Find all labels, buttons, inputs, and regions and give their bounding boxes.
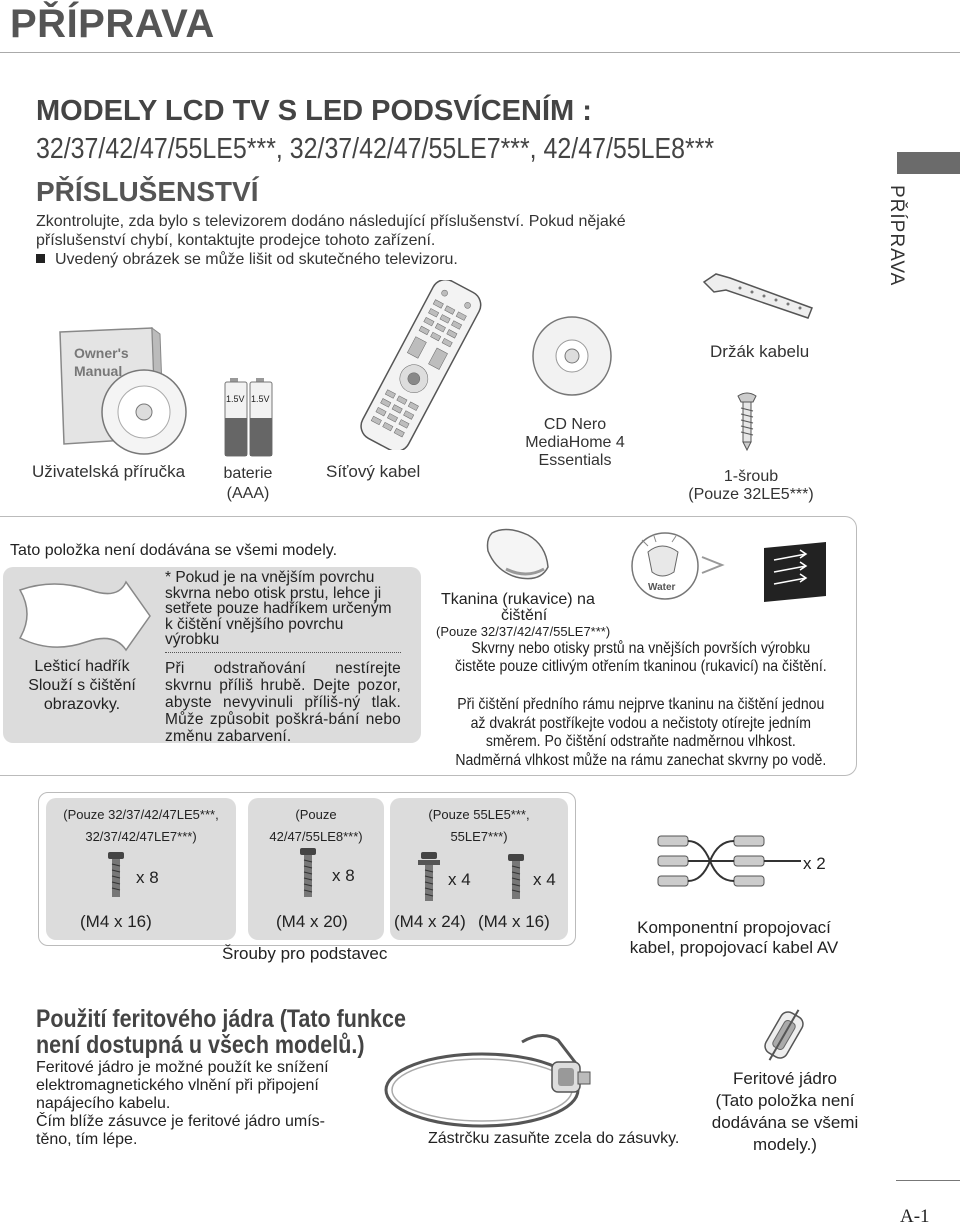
arrow-icon	[700, 555, 726, 575]
side-tab	[885, 185, 925, 305]
ferrite-heading: Použití feritového jádra (Tato funkce není dostupná u všech modelů.)	[36, 1005, 406, 1059]
footer-rule	[896, 1180, 960, 1181]
battery-voltage-1: 1.5V	[226, 394, 245, 404]
water-label: Water	[648, 582, 676, 593]
ferrite-core-illustration	[760, 1006, 808, 1064]
power-cable-ferrite-illustration	[382, 1022, 622, 1132]
remote-label: Síťový kabel	[326, 462, 421, 481]
manual-cover-text: Owner's Manual	[74, 345, 129, 379]
optional-header: Tato položka není dodávána se všemi modely.	[10, 542, 338, 559]
cd-illustration	[530, 314, 614, 398]
models-list: 32/37/42/47/55LE5***, 32/37/42/47/55LE7***, 42/47/55LE8***	[36, 133, 715, 165]
batteries-illustration	[222, 378, 274, 458]
bolt-washer-icon	[418, 852, 440, 902]
cloth-illustration	[14, 576, 154, 654]
glove-illustration	[482, 525, 552, 585]
bolt-icon	[508, 854, 524, 900]
page-number: A-1	[900, 1206, 930, 1227]
screw-box-1-size: (M4 x 16)	[80, 912, 152, 931]
intro-note: Uvedený obrázek se může lišit od skutečného televizoru.	[55, 251, 458, 268]
water-spray-illustration	[628, 532, 702, 600]
batteries-label: baterie (AAA)	[223, 465, 273, 502]
ferrite-core-label: Feritové jádro (Tato položka není dodávána se všemi modely.)	[711, 1069, 859, 1154]
stand-screws-caption: Šrouby pro podstavec	[222, 944, 388, 963]
ferrite-description: Feritové jádro je možné použít ke snížení elektromagnetického vlnění při připojení napájecího kabelu. Čím blíže zásuvce je feritové jádro umís- těno, tím lépe.	[36, 1059, 329, 1148]
glove-title: Tkanina (rukavice) na čištění	[441, 591, 595, 624]
screw-box-3-size-b: (M4 x 16)	[478, 912, 550, 931]
side-tab-marker	[897, 152, 960, 174]
screw-box-2-count: x 8	[332, 866, 355, 885]
component-cable-illustration	[656, 832, 806, 892]
screw-box-1-count: x 8	[136, 868, 159, 887]
screw-box-3-count-a: x 4	[448, 870, 471, 889]
screw-illustration	[736, 392, 758, 452]
cloth-label: Lešticí hadřík Slouží s čištění obrazovky.	[28, 658, 136, 713]
intro-line-1: Zkontrolujte, zda bylo s televizorem dodáno následující příslušenství. Pokud nějaké	[36, 213, 626, 230]
cable-holder-label: Držák kabelu	[710, 342, 810, 361]
remote-control-illustration	[340, 280, 500, 450]
screw-box-3-size-a: (M4 x 24)	[394, 912, 466, 931]
accessories-intro	[36, 212, 626, 269]
screw-box-3-models: (Pouze 55LE5***, 55LE7***)	[428, 807, 530, 844]
bolt-icon	[108, 852, 124, 898]
side-tab-label: PŘÍPRAVA	[886, 185, 907, 287]
screw-box-2-models: (Pouze 42/47/55LE8***)	[269, 807, 363, 844]
screw-box-1-models: (Pouze 32/37/42/47LE5***, 32/37/42/47LE7***)	[63, 807, 219, 844]
accessories-heading: PŘÍSLUŠENSTVÍ	[36, 176, 259, 207]
component-cable-label: Komponentní propojovací kabel, propojovací kabel AV	[629, 918, 839, 957]
battery-voltage-2: 1.5V	[251, 394, 270, 404]
page-title: PŘÍPRAVA	[10, 2, 215, 46]
glove-models: (Pouze 32/37/42/47/55LE7***)	[436, 624, 611, 639]
glove-paragraph-1: Skvrny nebo otisky prstů na vnějších površích výrobku čistěte pouze citlivým otřením tkaninou (rukavicí) na čištění.	[454, 640, 827, 675]
models-heading: MODELY LCD TV S LED PODSVÍCENÍM :	[36, 95, 592, 127]
bolt-icon	[300, 848, 316, 898]
plug-caption: Zástrčku zasuňte zcela do zásuvky.	[428, 1130, 680, 1147]
wipe-frame-illustration	[760, 540, 830, 604]
cloth-note-1: * Pokud je na vnějším povrchu skvrna nebo otisk prstu, lehce ji setřete pouze hadříkem určeným k čištění vnějšího povrchu výrobku	[165, 570, 401, 653]
screw-box-3-count-b: x 4	[533, 870, 556, 889]
cable-holder-illustration	[700, 268, 818, 322]
glove-paragraph-2: Při čištění předního rámu nejprve tkaninu na čištění jednou až dvakrát postříkejte vodou a nečistoty otírejte jedním směrem. Po čištění odstraňte nadměrnou vlhkost. Nadměrná vlhkost může na rámu zanechat skvrny po vodě.	[455, 696, 827, 769]
screw-box-2-size: (M4 x 20)	[276, 912, 348, 931]
screw-label: 1-šroub (Pouze 32LE5***)	[688, 468, 814, 503]
cloth-note-2: Při odstraňování nestírejte skvrnu příliš hrubě. Dejte pozor, abyste nevyvinuli příliš-ný tlak. Může způsobit poškrá-bání nebo změnu zabarvení.	[165, 660, 401, 745]
cd-label: CD Nero MediaHome 4 Essentials	[525, 416, 625, 469]
owners-manual-illustration	[56, 326, 188, 458]
square-bullet-icon	[36, 254, 45, 263]
manual-label: Uživatelská příručka	[32, 462, 186, 481]
intro-line-2: příslušenství chybí, kontaktujte prodejce tohoto zařízení.	[36, 232, 436, 249]
title-rule	[0, 52, 960, 53]
component-cable-count: x 2	[803, 854, 826, 873]
